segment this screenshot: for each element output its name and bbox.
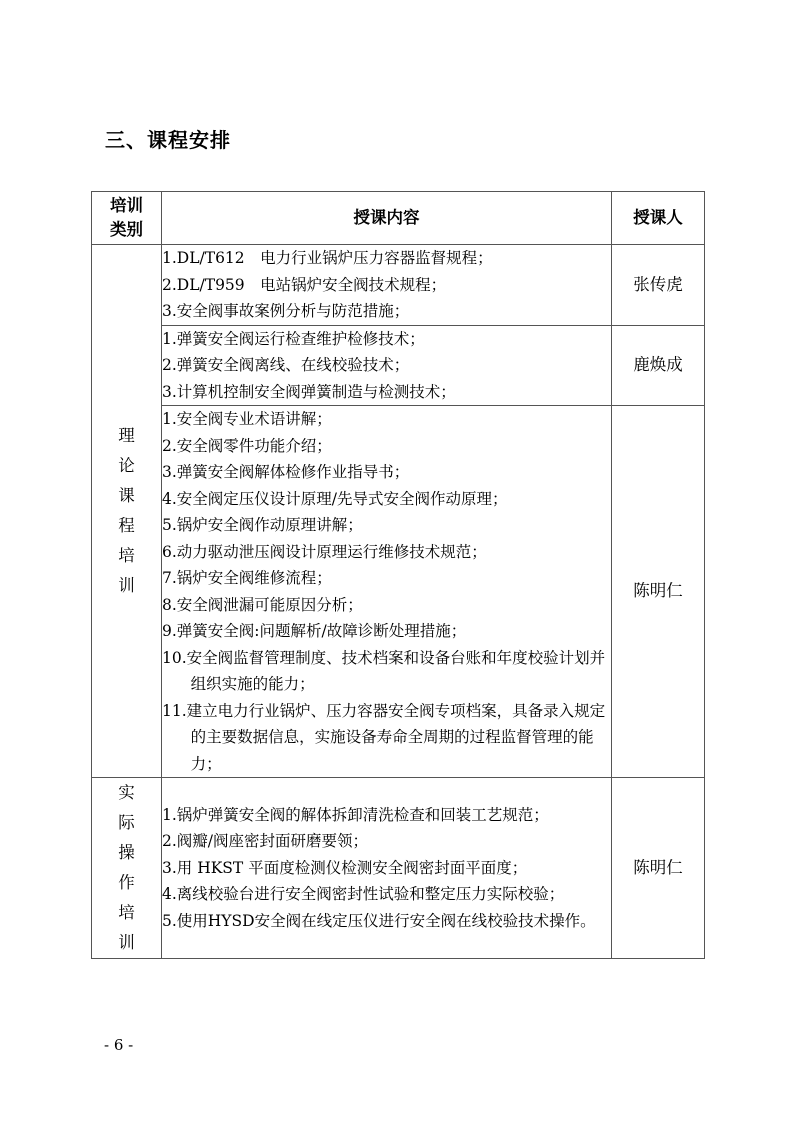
list-item: 9.弹簧安全阀:问题解析/故障诊断处理措施； xyxy=(162,622,467,640)
lecturer-cell: 鹿焕成 xyxy=(612,325,705,406)
content-list xyxy=(162,802,611,935)
list-item: 5.使用HYSD安全阀在线定压仪进行安全阀在线校验技术操作。 xyxy=(162,911,596,930)
course-schedule-table xyxy=(91,191,705,959)
lecturer-cell: 张传虎 xyxy=(612,245,705,326)
list-item: 5.锅炉安全阀作动原理讲解； xyxy=(162,516,363,534)
category-practice: 实际操作培训 xyxy=(92,778,162,959)
content-list xyxy=(162,326,611,406)
list-item: 2.阀瓣/阀座密封面研磨要领； xyxy=(162,832,369,851)
list-item: 2.弹簧安全阀离线、在线校验技术； xyxy=(162,356,410,374)
list-item: 8.安全阀泄漏可能原因分析； xyxy=(162,595,363,614)
table-row xyxy=(92,245,705,326)
content-cell xyxy=(162,245,612,326)
lecturer-cell: 陈明仁 xyxy=(612,406,705,778)
list-item: 3.用 HKST 平面度检测仪检测安全阀密封面平面度； xyxy=(162,858,528,877)
table-row xyxy=(92,325,705,406)
list-item: 4.安全阀定压仪设计原理/先导式安全阀作动原理； xyxy=(162,489,508,508)
header-category: 培训类别 xyxy=(92,192,162,245)
table-row xyxy=(92,406,705,778)
list-item: 3.计算机控制安全阀弹簧制造与检测技术； xyxy=(162,382,456,401)
category-theory: 理论课程培训 xyxy=(92,245,162,778)
list-item: 10.安全阀监督管理制度、技术档案和设备台账和年度校验计划并组织实施的能力； xyxy=(162,648,606,693)
list-item: 3.弹簧安全阀解体检修作业指导书； xyxy=(162,463,410,481)
header-lecturer: 授课人 xyxy=(612,192,705,245)
section-title: 三、课程安排 xyxy=(105,128,231,152)
list-item: 1.锅炉弹簧安全阀的解体拆卸清洗检查和回装工艺规范； xyxy=(162,805,549,824)
list-item: 2.安全阀零件功能介绍； xyxy=(162,436,332,455)
list-item: 1.弹簧安全阀运行检查维护检修技术； xyxy=(162,329,425,348)
list-item: 3.安全阀事故案例分析与防范措施； xyxy=(162,302,410,320)
content-list xyxy=(162,406,611,777)
list-item: 2.DL/T959 电站锅炉安全阀技术规程； xyxy=(162,275,447,294)
content-cell xyxy=(162,406,612,778)
table-header-row xyxy=(92,192,705,245)
content-list xyxy=(162,245,611,325)
list-item: 1.DL/T612 电力行业锅炉压力容器监督规程； xyxy=(162,249,493,267)
page-number: - 6 - xyxy=(104,1036,134,1054)
content-cell xyxy=(162,778,612,959)
content-cell xyxy=(162,325,612,406)
list-item: 4.离线校验台进行安全阀密封性试验和整定压力实际校验； xyxy=(162,885,565,904)
list-item: 11.建立电力行业锅炉、压力容器安全阀专项档案，具备录入规定的主要数据信息，实施设备寿命全周期的过程监督管理的能力； xyxy=(162,701,606,773)
list-item: 1.安全阀专业术语讲解； xyxy=(162,410,332,428)
table-row xyxy=(92,778,705,959)
header-content: 授课内容 xyxy=(162,192,612,245)
lecturer-cell: 陈明仁 xyxy=(612,778,705,959)
list-item: 7.锅炉安全阀维修流程； xyxy=(162,569,332,587)
list-item: 6.动力驱动泄压阀设计原理运行维修技术规范； xyxy=(162,542,487,561)
